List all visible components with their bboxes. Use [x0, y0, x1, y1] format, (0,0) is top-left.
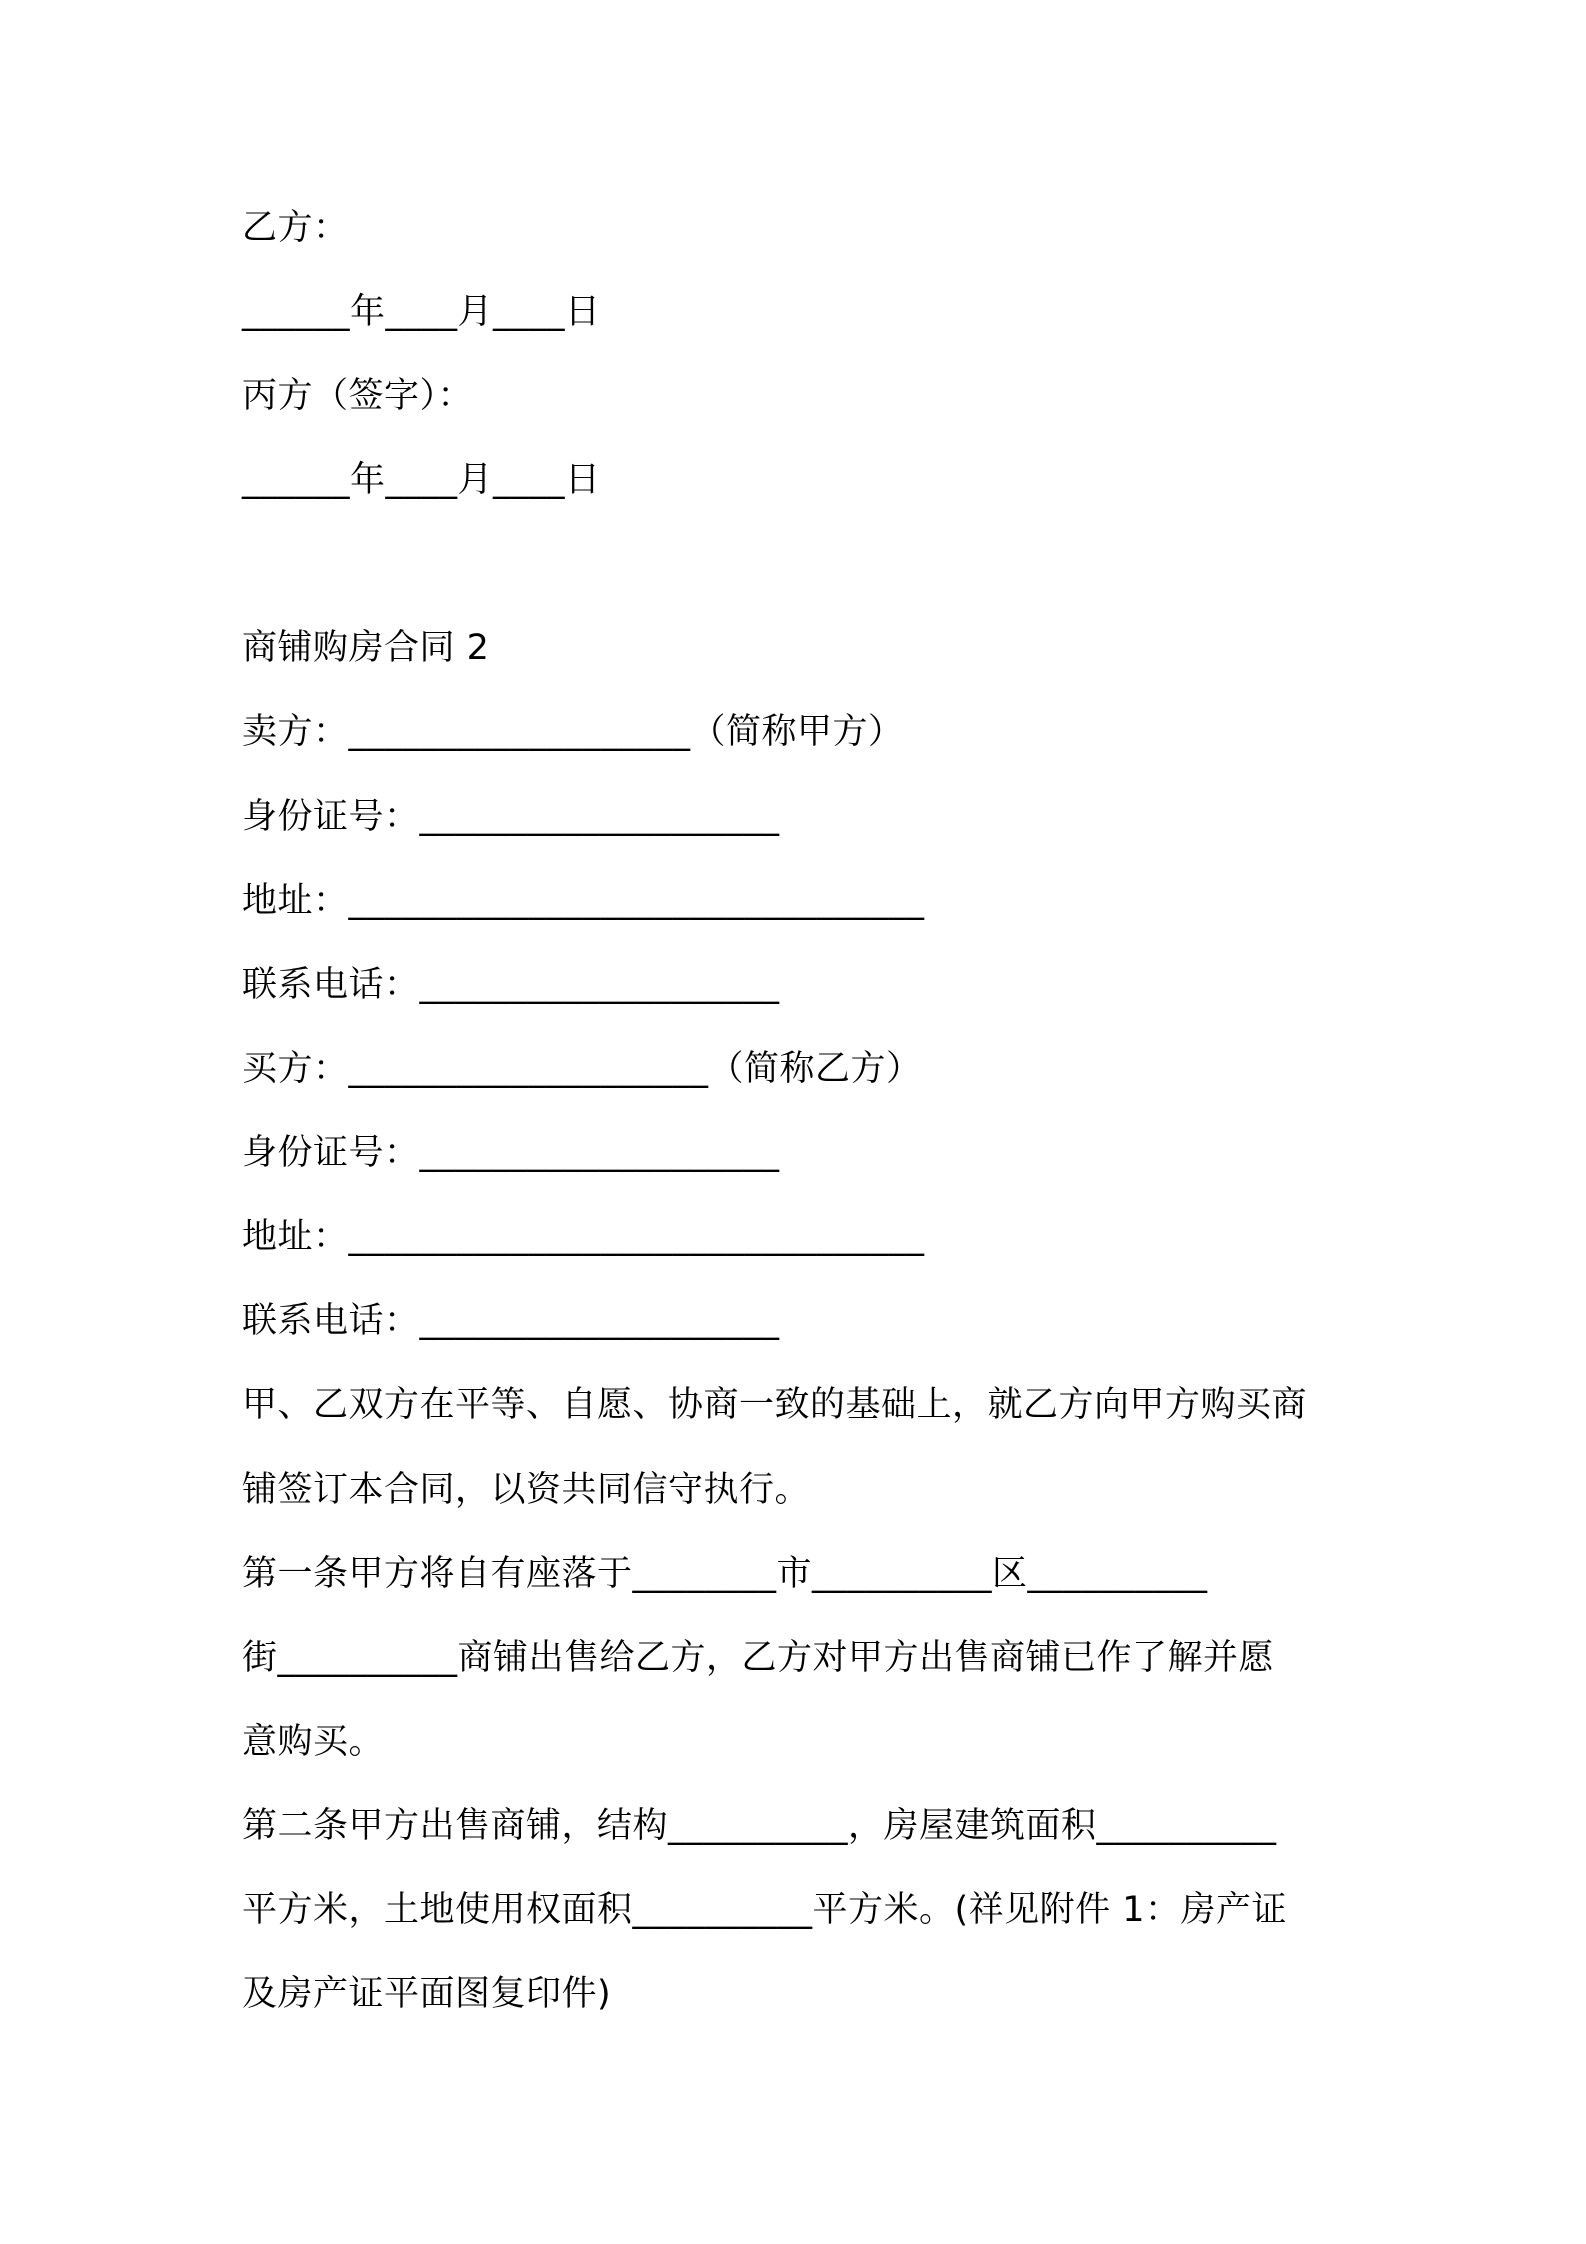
article-1-line-3: 意购买。 — [242, 1722, 385, 1762]
party-c-signature-label: 丙方（签字）： — [242, 376, 474, 416]
buyer-address-line: 地址：________________________________ — [242, 1217, 925, 1257]
preamble-line-1: 甲、乙双方在平等、自愿、协商一致的基础上，就乙方向甲方购买商 — [242, 1385, 1308, 1425]
buyer-phone-line: 联系电话：____________________ — [242, 1301, 780, 1341]
contract-title: 商铺购房合同 2 — [242, 628, 490, 668]
article-2-line-2: 平方米，土地使用权面积__________平方米。(祥见附件 1：房产证 — [242, 1890, 1288, 1930]
article-1-line-1: 第一条甲方将自有座落于________市__________区__________ — [242, 1554, 1208, 1594]
article-2-line-3: 及房产证平面图复印件) — [242, 1974, 612, 2014]
buyer-id-line: 身份证号：____________________ — [242, 1133, 780, 1173]
seller-id-line: 身份证号：____________________ — [242, 797, 780, 837]
preamble-line-2: 铺签订本合同，以资共同信守执行。 — [242, 1470, 811, 1510]
seller-address-line: 地址：________________________________ — [242, 881, 925, 921]
party-b-label: 乙方： — [242, 208, 349, 248]
article-1-line-2: 街__________商铺出售给乙方，乙方对甲方出售商铺已作了解并愿 — [242, 1638, 1275, 1678]
seller-line: 卖方：___________________（简称甲方） — [242, 712, 904, 752]
seller-phone-line: 联系电话：____________________ — [242, 965, 780, 1005]
party-b-date-line: ______年____月____日 — [242, 292, 601, 332]
article-2-line-1: 第二条甲方出售商铺，结构__________，房屋建筑面积__________ — [242, 1806, 1277, 1846]
party-c-date-line: ______年____月____日 — [242, 460, 601, 500]
buyer-line: 买方：____________________（简称乙方） — [242, 1049, 922, 1089]
